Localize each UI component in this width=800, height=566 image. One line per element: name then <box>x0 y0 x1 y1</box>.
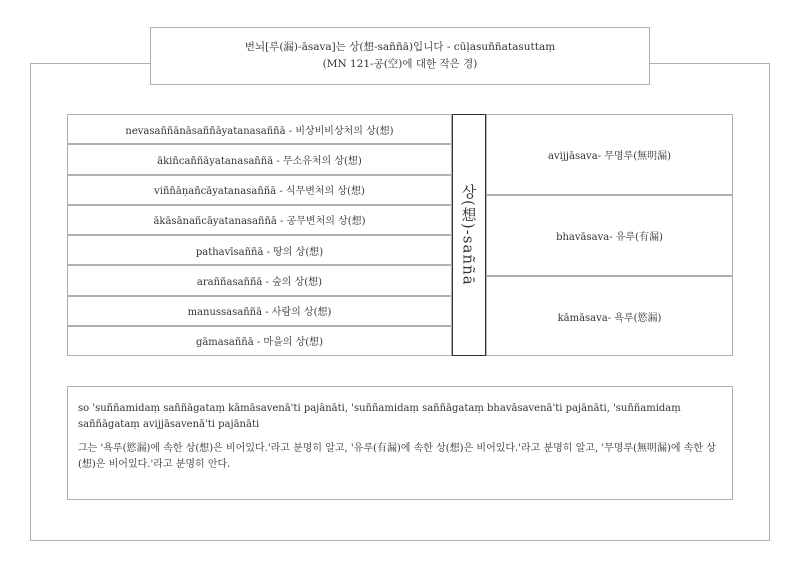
pali-text: so 'suññamidaṃ saññāgataṃ kāmāsavenā'ti pajānāti, 'suññamidaṃ saññāgataṃ bhavāsavenā'ti pajānāti, 'suññamidaṃ saññāgataṃ avijjāsavenā'ti pajānāti <box>78 403 681 430</box>
perception-item: ākiñcaññāyatanasaññā - 무소유처의 상(想) <box>67 144 452 174</box>
asava-label: kāmāsava- 욕루(慾漏) <box>557 312 662 324</box>
perception-list <box>67 114 452 356</box>
perception-item: viññāṇañcāyatanasaññā - 식무변처의 상(想) <box>67 175 452 205</box>
sanna-label: 상(想)-saññā <box>459 184 478 286</box>
asava-bhava-box <box>486 195 733 276</box>
perception-item: nevasaññānāsaññāyatanasaññā - 비상비비상처의 상(想) <box>67 114 452 144</box>
asava-kama-box <box>486 276 733 356</box>
perception-item: ākāsānañcāyatanasaññā - 공무변처의 상(想) <box>67 205 452 235</box>
title-line-1: 번뇌[루(漏)-āsava]는 상(想-saññā)입니다 - cūḷasuññatasuttaṃ <box>244 41 556 53</box>
asava-label: bhavāsava- 유루(有漏) <box>556 232 663 243</box>
title-box <box>150 27 650 85</box>
asava-avijja-box <box>486 114 733 195</box>
perception-item: pathavīsaññā - 땅의 상(想) <box>67 235 452 265</box>
asava-label: avijjāsava- 무명루(無明漏) <box>547 151 672 162</box>
korean-text: 그는 '욕루(慾漏)에 속한 상(想)은 비어있다.'라고 분명히 알고, '유루(有漏)에 속한 상(想)은 비어있다.'라고 분명히 알고, '무명루(無明漏)에 속한 상(想)은 비어있다.'라고 분명히 안다. <box>78 443 716 470</box>
perception-item: gāmasaññā - 마을의 상(想) <box>67 326 452 356</box>
quote-box <box>67 386 733 500</box>
perception-item: araññasaññā - 숲의 상(想) <box>67 265 452 295</box>
perception-item: manussasaññā - 사람의 상(想) <box>67 296 452 326</box>
title-line-2: (MN 121-공(空)에 대한 작은 경) <box>322 58 478 70</box>
sanna-center-box <box>452 114 486 356</box>
